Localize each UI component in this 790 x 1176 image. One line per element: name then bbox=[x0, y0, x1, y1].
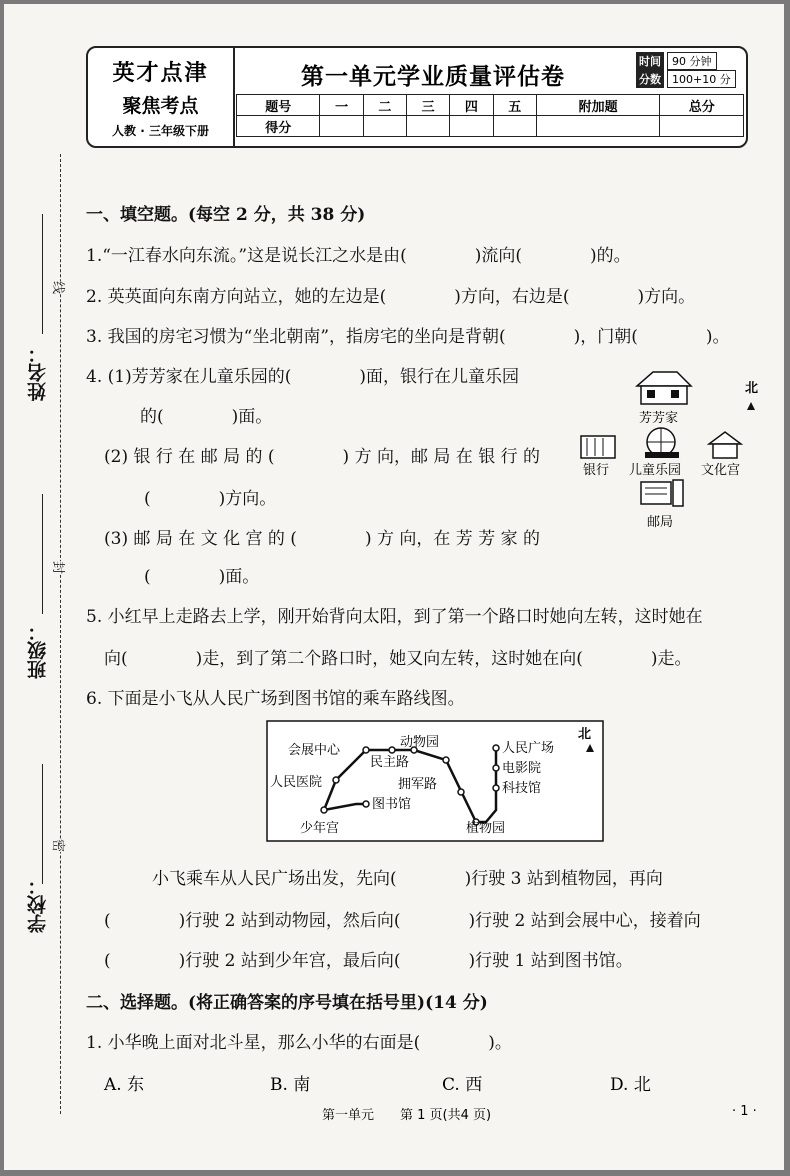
question-4-2-cont: ( )方向。 bbox=[144, 489, 277, 509]
choice-question-1: 1. 小华晚上面对北斗星，那么小华的右面是( )。 bbox=[86, 1033, 512, 1053]
stop-dongwu: 动物园 bbox=[400, 735, 440, 750]
question-4-1: 4. (1)芳芳家在儿童乐园的( )面，银行在儿童乐园 bbox=[86, 367, 519, 387]
section2-heading: 二、选择题。(将正确答案的序号填在括号里)(14 分) bbox=[86, 993, 488, 1013]
score-value: 100+10 分 bbox=[667, 70, 736, 88]
stop-yongjun: 拥军路 bbox=[398, 777, 438, 792]
q4-map bbox=[569, 366, 769, 536]
school-label: 学校： bbox=[27, 876, 49, 933]
question-5-cont: 向( )走，到了第二个路口时，她又向左转，这时她在向( )走。 bbox=[104, 649, 692, 669]
bank-icon bbox=[581, 436, 615, 458]
class-blank[interactable] bbox=[42, 494, 43, 614]
park-label: 儿童乐园 bbox=[629, 463, 682, 478]
palace-icon bbox=[709, 432, 741, 458]
stop-huizhan: 会展中心 bbox=[288, 743, 341, 758]
exam-header bbox=[86, 46, 748, 148]
question-2: 2. 英英面向东南方向站立，她的左边是( )方向，右边是( )方向。 bbox=[86, 287, 696, 307]
question-4-1-cont: 的( )面。 bbox=[140, 407, 273, 427]
score-table bbox=[236, 94, 744, 137]
page-number: · 1 · bbox=[732, 1104, 757, 1119]
score-meta bbox=[636, 70, 736, 88]
score-input[interactable] bbox=[660, 116, 744, 137]
stop-keji: 科技馆 bbox=[502, 781, 542, 796]
score-input[interactable] bbox=[320, 116, 363, 137]
ferris-wheel-icon bbox=[645, 428, 679, 458]
option-a[interactable]: A. 东 bbox=[104, 1075, 145, 1095]
score-input[interactable] bbox=[493, 116, 536, 137]
score-cell: 题号 bbox=[237, 95, 320, 116]
score-table-header-row bbox=[237, 95, 744, 116]
exam-sheet bbox=[4, 4, 784, 1170]
question-6-text-2: ( )行驶 2 站到动物园，然后向( )行驶 2 站到会展中心，接着向 bbox=[104, 911, 701, 931]
score-cell: 附加题 bbox=[536, 95, 660, 116]
question-1: 1.“一江春水向东流。”这是说长江之水是由( )流向( )的。 bbox=[86, 246, 631, 266]
time-meta bbox=[636, 52, 717, 70]
house-icon bbox=[637, 372, 691, 404]
cut-mark-feng: 封 bbox=[48, 561, 71, 574]
brand-sub: 聚焦考点 bbox=[122, 95, 199, 117]
question-5: 5. 小红早上走路去上学，刚开始背向太阳，到了第一个路口时她向左转，这时她在 bbox=[86, 607, 703, 627]
stop-dianying: 电影院 bbox=[502, 761, 542, 776]
score-input[interactable] bbox=[363, 116, 406, 137]
score-table-score-row bbox=[237, 116, 744, 137]
bank-label: 银行 bbox=[583, 463, 610, 478]
question-3: 3. 我国的房宅习惯为“坐北朝南”，指房宅的坐向是背朝( )，门朝( )。 bbox=[86, 327, 730, 347]
class-label: 班级： bbox=[27, 622, 49, 679]
brand-edition: 人教 · 三年级下册 bbox=[112, 124, 209, 138]
route-north-label: 北 bbox=[578, 727, 592, 742]
post-office-icon bbox=[641, 480, 683, 506]
cut-mark-mi: 密 bbox=[48, 839, 71, 852]
cut-line bbox=[60, 154, 61, 1114]
page-footer: 第一单元 第 1 页(共4 页) bbox=[322, 1108, 492, 1123]
score-cell: 二 bbox=[363, 95, 406, 116]
score-input[interactable] bbox=[450, 116, 493, 137]
score-label: 分数 bbox=[636, 70, 664, 88]
option-c[interactable]: C. 西 bbox=[442, 1075, 483, 1095]
stop-zhiwu: 植物园 bbox=[466, 821, 506, 836]
score-cell: 一 bbox=[320, 95, 363, 116]
question-6-text-3: ( )行驶 2 站到少年宫，最后向( )行驶 1 站到图书馆。 bbox=[104, 951, 633, 971]
route-map bbox=[266, 720, 606, 844]
cut-mark-xian: 线 bbox=[48, 281, 71, 294]
score-input[interactable] bbox=[536, 116, 660, 137]
section1-heading: 一、填空题。(每空 2 分，共 38 分) bbox=[86, 205, 366, 225]
score-cell: 四 bbox=[450, 95, 493, 116]
brand-block bbox=[88, 48, 235, 146]
stop-shaonian: 少年宫 bbox=[300, 821, 340, 836]
time-value: 90 分钟 bbox=[667, 52, 717, 70]
stop-renminyiyuan: 人民医院 bbox=[270, 775, 323, 790]
score-cell: 得分 bbox=[237, 116, 320, 137]
time-label: 时间 bbox=[636, 52, 664, 70]
question-4-3: (3) 邮 局 在 文 化 宫 的 ( ) 方 向，在 芳 芳 家 的 bbox=[104, 529, 540, 549]
name-blank[interactable] bbox=[42, 214, 43, 334]
stop-minzhu: 民主路 bbox=[370, 755, 410, 770]
name-label: 姓名： bbox=[27, 344, 49, 401]
option-b[interactable]: B. 南 bbox=[270, 1075, 311, 1095]
page-title: 第一单元学业质量评估卷 bbox=[301, 64, 565, 90]
north-label: 北 bbox=[745, 381, 759, 396]
question-4-2: (2) 银 行 在 邮 局 的 ( ) 方 向，邮 局 在 银 行 的 bbox=[104, 447, 540, 467]
score-input[interactable] bbox=[407, 116, 450, 137]
post-label: 邮局 bbox=[647, 515, 674, 530]
north-arrow-icon bbox=[747, 402, 755, 410]
brand-name: 英才点津 bbox=[112, 61, 209, 86]
culture-label: 文化宫 bbox=[701, 463, 741, 478]
question-4-3-cont: ( )面。 bbox=[144, 567, 260, 587]
score-cell: 总分 bbox=[660, 95, 744, 116]
question-6-text: 小飞乘车从人民广场出发，先向( )行驶 3 站到植物园，再向 bbox=[152, 869, 663, 889]
option-d[interactable]: D. 北 bbox=[610, 1075, 651, 1095]
stop-renminguangchang: 人民广场 bbox=[502, 741, 555, 756]
home-label: 芳芳家 bbox=[639, 411, 679, 426]
score-cell: 五 bbox=[493, 95, 536, 116]
stop-tushuguan: 图书馆 bbox=[372, 797, 412, 812]
school-blank[interactable] bbox=[42, 764, 43, 884]
score-cell: 三 bbox=[407, 95, 450, 116]
question-6: 6. 下面是小飞从人民广场到图书馆的乘车路线图。 bbox=[86, 689, 465, 709]
